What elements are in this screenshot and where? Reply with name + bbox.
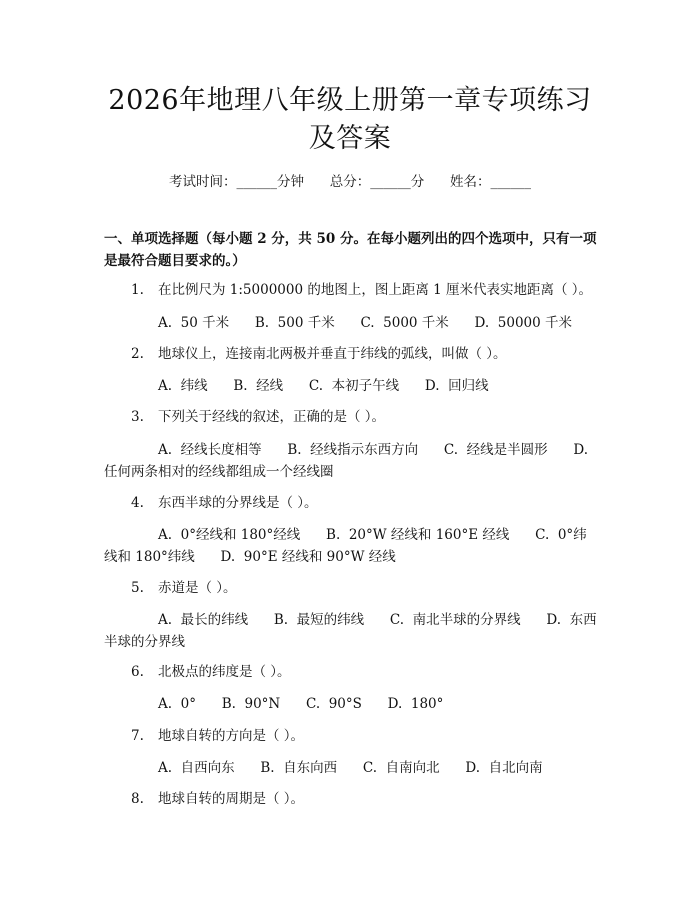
- section-heading: 一、单项选择题（每小题 2 分，共 50 分。在每小题列出的四个选项中，只有一项是最符合题目要求的。）: [104, 231, 597, 269]
- question-number: 6.: [131, 664, 144, 680]
- question-5-options: A. 最长的纬线 B. 最短的纬线 C. 南北半球的分界线 D. 东西半球的分界线: [104, 612, 597, 650]
- question-stem: 赤道是（ ）。: [158, 580, 237, 596]
- question-5: [131, 577, 237, 599]
- question-1: [131, 279, 592, 301]
- question-number: 3.: [131, 409, 144, 425]
- question-number: 4.: [131, 495, 144, 511]
- question-2: [131, 343, 507, 365]
- question-7-options: A. 自西向东 B. 自东向西 C. 自南向北 D. 自北向南: [158, 760, 543, 776]
- question-4-options: A. 0°经线和 180°经线 B. 20°W 经线和 160°E 经线 C. 0°纬线和 180°纬线 D. 90°E 经线和 90°W 经线: [104, 527, 587, 565]
- question-stem: 地球自转的方向是（ ）。: [158, 728, 305, 744]
- question-2-options: A. 纬线 B. 经线 C. 本初子午线 D. 回归线: [158, 378, 489, 394]
- question-3-options: A. 经线长度相等 B. 经线指示东西方向 C. 经线是半圆形 D. 任何两条相对的经线都组成一个经线圈: [104, 442, 597, 480]
- question-1-options: A. 50 千米 B. 500 千米 C. 5000 千米 D. 50000 千米: [158, 315, 573, 331]
- question-number: 2.: [131, 346, 144, 362]
- question-number: 7.: [131, 728, 144, 744]
- question-8: [131, 788, 304, 810]
- question-6-options: A. 0° B. 90°N C. 90°S D. 180°: [158, 696, 444, 712]
- question-number: 8.: [131, 791, 144, 807]
- exam-info: 考试时间：______分钟 总分：______分 姓名：______: [169, 174, 531, 190]
- question-stem: 北极点的纬度是（ ）。: [158, 664, 291, 680]
- document-title: 2026年地理八年级上册第一章专项练习及答案: [108, 85, 592, 154]
- question-4: [131, 492, 318, 514]
- question-stem: 下列关于经线的叙述，正确的是（ ）。: [158, 409, 386, 425]
- question-stem: 在比例尺为 1:5000000 的地图上，图上距离 1 厘米代表实地距离（ ）。: [158, 282, 593, 298]
- question-number: 1.: [131, 282, 144, 298]
- question-number: 5.: [131, 580, 144, 596]
- question-stem: 东西半球的分界线是（ ）。: [158, 495, 318, 511]
- question-7: [131, 725, 304, 747]
- question-stem: 地球自转的周期是（ ）。: [158, 791, 305, 807]
- question-stem: 地球仪上，连接南北两极并垂直于纬线的弧线，叫做（ ）。: [158, 346, 507, 362]
- question-3: [131, 406, 385, 428]
- question-6: [131, 661, 291, 683]
